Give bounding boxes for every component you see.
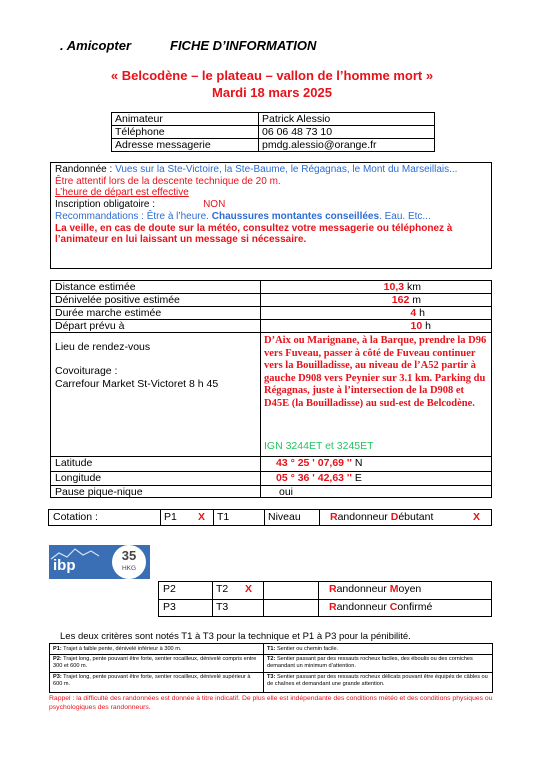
deniv-value-wrap bbox=[261, 294, 421, 306]
debutant-mark: X bbox=[473, 511, 481, 523]
itineraire-text: D’Aix ou Marignane, à la Barque, prendre la D96 vers Fuveau, passer à côté de Fuveau continuer vers la Bouilladisse, au niveau de l’A52 partir à gauche D908 vers Peynier sur 3.1 km. Parking du Régagnas, juste à l’intersection de la D908 et D45E (la Bouilladisse) au sud-est de Belcodène. bbox=[264, 335, 487, 409]
deniv-unit: m bbox=[409, 294, 421, 306]
level-debutant: Randonneur Débutant bbox=[330, 511, 434, 523]
club-name: . Amicopter bbox=[60, 38, 132, 53]
duree-label: Durée marche estimée bbox=[55, 307, 162, 319]
p1-label: P1 bbox=[164, 511, 177, 523]
reco-text: Recommandations : Être à l’heure. bbox=[55, 210, 212, 222]
legend-t3: T3: Sentier passant par des ressauts rocheux délicats pouvant être équipés de câbles ou de chaînes et demandant une grande attention. bbox=[267, 674, 488, 687]
legend-table bbox=[49, 643, 493, 693]
rappel-note: Rappel : la difficulté des randonnées est donnée à titre indicatif. De plus elle est indépendante des conditions météo et des conditions physiques ou psychologiques des randonneurs. bbox=[49, 695, 493, 711]
depart-unit: h bbox=[422, 320, 431, 332]
p1-mark: X bbox=[198, 511, 206, 523]
depart-value: 10 bbox=[410, 320, 423, 332]
contact-value-animateur: Patrick Alessio bbox=[259, 113, 435, 126]
cotation-rows-2-3 bbox=[158, 581, 492, 617]
level-confirme: Randonneur Confirmé bbox=[329, 601, 433, 613]
warning-descent: Être attentif lors de la descente technique de 20 m. bbox=[55, 175, 281, 187]
distance-label: Distance estimée bbox=[55, 281, 136, 293]
ibp-logo bbox=[49, 545, 150, 579]
duree-value-wrap bbox=[261, 307, 425, 319]
reco-bold: Chaussures montantes conseillées bbox=[211, 210, 380, 222]
depart-value-wrap bbox=[261, 320, 431, 332]
p2-label: P2 bbox=[163, 583, 176, 595]
latitude-label: Latitude bbox=[55, 457, 93, 469]
ibp-logo-text: ibp bbox=[53, 557, 76, 574]
meteo-notice: La veille, en cas de doute sur la météo, consultez votre messagerie ou téléphonez à l’animateur en lui laissant un message si nécessaire. bbox=[55, 222, 453, 246]
longitude-value-wrap bbox=[276, 472, 362, 484]
ign-map-refs: IGN 3244ET et 3245ET bbox=[264, 440, 374, 452]
distance-value: 10,3 bbox=[383, 281, 405, 293]
contact-label-animateur: Animateur bbox=[112, 113, 259, 126]
randonnee-value: Vues sur la Ste-Victoire, la Ste-Baume, le Régagnas, le Mont du Marseillais... bbox=[115, 164, 458, 175]
cotation-label: Cotation : bbox=[53, 511, 98, 523]
latitude-value: 43 ° 25 ' 07,69 '' bbox=[276, 457, 352, 469]
deniv-label: Dénivelée positive estimée bbox=[55, 294, 180, 306]
contact-label-email: Adresse messagerie bbox=[112, 139, 259, 152]
duree-unit: h bbox=[416, 307, 425, 319]
rdv-label: Lieu de rendez-vous bbox=[55, 341, 151, 353]
warning-departure: L’heure de départ est effective bbox=[55, 187, 189, 199]
legend-intro: Les deux critères sont notés T1 à T3 pour la technique et P1 à P3 pour la pénibilité. bbox=[60, 631, 411, 642]
t2-mark: X bbox=[245, 583, 253, 595]
covoit-value: Carrefour Market St-Victoret 8 h 45 bbox=[55, 378, 219, 390]
ibp-unit: HKG bbox=[121, 565, 137, 572]
duree-value: 4 bbox=[410, 307, 417, 319]
distance-value-wrap bbox=[261, 281, 421, 293]
latitude-dir: N bbox=[351, 457, 363, 469]
t1-label: T1 bbox=[217, 511, 230, 523]
contact-value-email[interactable]: pmdg.alessio@orange.fr bbox=[259, 139, 435, 152]
t3-label: T3 bbox=[216, 601, 229, 613]
legend-t2: T2: Sentier passant par des ressauts rocheux faciles, des éboulis ou des corniches demandant un minimum d’attention. bbox=[267, 656, 473, 669]
legend-p2: P2: Trajet long, pente pouvant être forte, sentier rocailleux, dénivelé compris entre 300 et 600 m. bbox=[53, 656, 257, 669]
hike-date: Mardi 18 mars 2025 bbox=[212, 85, 332, 100]
randonnee-line bbox=[55, 164, 487, 176]
info-box bbox=[50, 162, 492, 269]
inscription-line bbox=[55, 199, 487, 211]
legend-p1: P1: Trajet à faible pente, dénivelé inférieur à 300 m. bbox=[53, 646, 182, 652]
randonnee-label: Randonnée : bbox=[55, 164, 116, 175]
hike-title: « Belcodène – le plateau – vallon de l’homme mort » bbox=[110, 68, 434, 83]
longitude-dir: E bbox=[351, 472, 362, 484]
cotation-row-1 bbox=[48, 509, 492, 526]
contact-table bbox=[111, 112, 435, 152]
legend-p3: P3: Trajet long, pente pouvant être forte, sentier rocailleux, dénivelé supérieur à 600 m. bbox=[53, 674, 251, 687]
covoit-label: Covoiturage : bbox=[55, 365, 118, 377]
inscription-value: NON bbox=[203, 199, 226, 211]
t2-label: T2 bbox=[216, 583, 229, 595]
pause-label: Pause pique-nique bbox=[55, 486, 143, 498]
reco-tail: . Eau. Etc... bbox=[379, 210, 431, 222]
deniv-value: 162 bbox=[391, 294, 410, 306]
details-table bbox=[50, 280, 492, 498]
ibp-score: 35 bbox=[121, 548, 137, 563]
longitude-label: Longitude bbox=[55, 472, 102, 484]
pause-value: oui bbox=[279, 486, 294, 498]
recommandations-line bbox=[55, 211, 487, 223]
inscription-label: Inscription obligatoire : bbox=[55, 199, 156, 211]
niveau-label: Niveau bbox=[268, 511, 301, 523]
longitude-value: 05 ° 36 ' 42,63 '' bbox=[276, 472, 352, 484]
contact-value-telephone: 06 06 48 73 10 bbox=[259, 126, 435, 139]
latitude-value-wrap bbox=[276, 457, 362, 469]
p3-label: P3 bbox=[163, 601, 176, 613]
legend-t1: T1: Sentier ou chemin facile. bbox=[267, 646, 339, 652]
contact-label-telephone: Téléphone bbox=[112, 126, 259, 139]
sheet-title: FICHE D’INFORMATION bbox=[170, 38, 317, 53]
depart-label: Départ prévu à bbox=[55, 320, 125, 332]
distance-unit: km bbox=[404, 281, 421, 293]
level-moyen: Randonneur Moyen bbox=[329, 583, 422, 595]
